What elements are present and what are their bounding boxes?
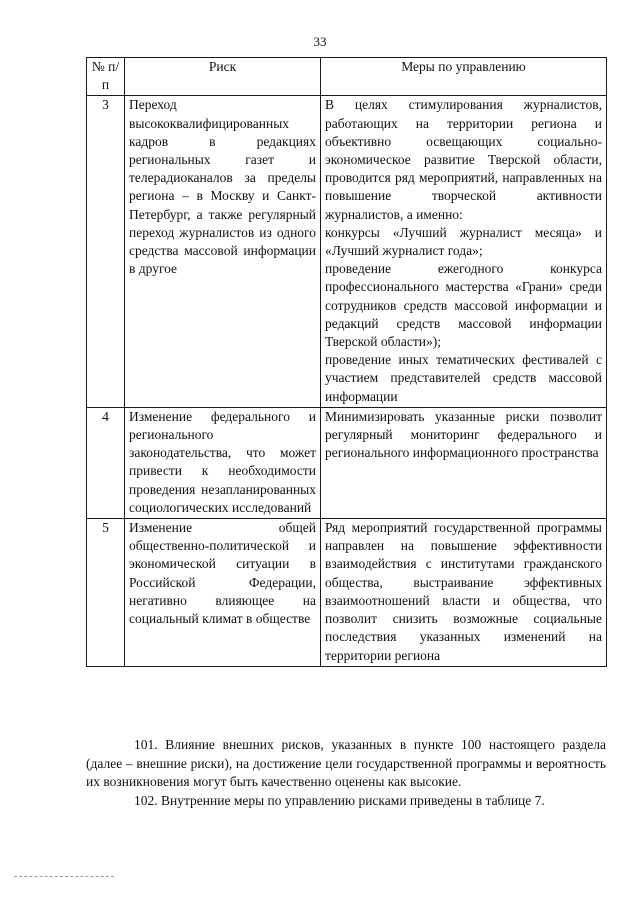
header-measures: Меры по управлению [321, 58, 607, 96]
paragraph-102: 102. Внутренние меры по управлению рисками приведены в таблице 7. [134, 792, 545, 808]
header-risk: Риск [125, 58, 321, 96]
scan-artifact-line [14, 876, 114, 878]
measures-cell [321, 407, 607, 518]
risk-cell: Изменение федерального и регионального законодательства, что может привести к необходимости проведения незапланированных социологических исследований [125, 407, 321, 518]
measure-text: проведение иных тематических фестивалей с участием представителей средств массовой информации [325, 352, 602, 404]
row-number: 5 [87, 519, 125, 667]
measures-cell [321, 96, 607, 407]
measures-cell [321, 519, 607, 667]
risk-cell: Переход высококвалифицированных кадров в редакциях региональных газет и телерадиоканалов за пределы региона – в Москву и Санкт-Петербург, а также регулярный переход журналистов из одного средства массовой информации в другое [125, 96, 321, 407]
measure-text: конкурсы «Лучший журналист месяца» и «Лучший журналист года»; [325, 224, 602, 259]
table-row [87, 407, 607, 518]
risk-cell: Изменение общей общественно-политической и экономической ситуации в Российской Федерации, негативно влияющее на социальный климат в обществе [125, 519, 321, 667]
measure-text: В целях стимулирования журналистов, работающих на территории региона и объективно освещающих социально-экономическое развитие Тверской области, проводится ряд мероприятий, направленных на повышение творческой активности журналистов, а именно: [325, 97, 602, 222]
measure-text: Ряд мероприятий государственной программы направлен на повышение эффективности взаимодействия с институтами гражданского общества, выстраивание эффективных взаимоотношений власти и общества, что позволит снизить возможные социальные последствия указанных изменений на территории региона [325, 520, 602, 663]
risk-management-table [86, 57, 607, 667]
table-header-row [87, 58, 607, 96]
table-row [87, 519, 607, 667]
header-num: № п/п [87, 58, 125, 96]
page-number: 33 [313, 34, 327, 49]
row-number: 4 [87, 407, 125, 518]
body-text [86, 736, 606, 810]
measure-text: Минимизировать указанные риски позволит регулярный мониторинг федерального и регионального информационного пространства [325, 408, 602, 461]
measure-text: проведение ежегодного конкурса профессионального мастерства «Грани» среди сотрудников средств массовой информации и редакций средств массовой информации Тверской области»); [325, 261, 602, 350]
row-number: 3 [87, 96, 125, 407]
paragraph-101: 101. Влияние внешних рисков, указанных в пункте 100 настоящего раздела (далее – внешние риски), на достижение цели государственной программы и вероятность их возникновения могут быть качественно оценены как высокие. [86, 737, 606, 789]
table-row [87, 96, 607, 407]
